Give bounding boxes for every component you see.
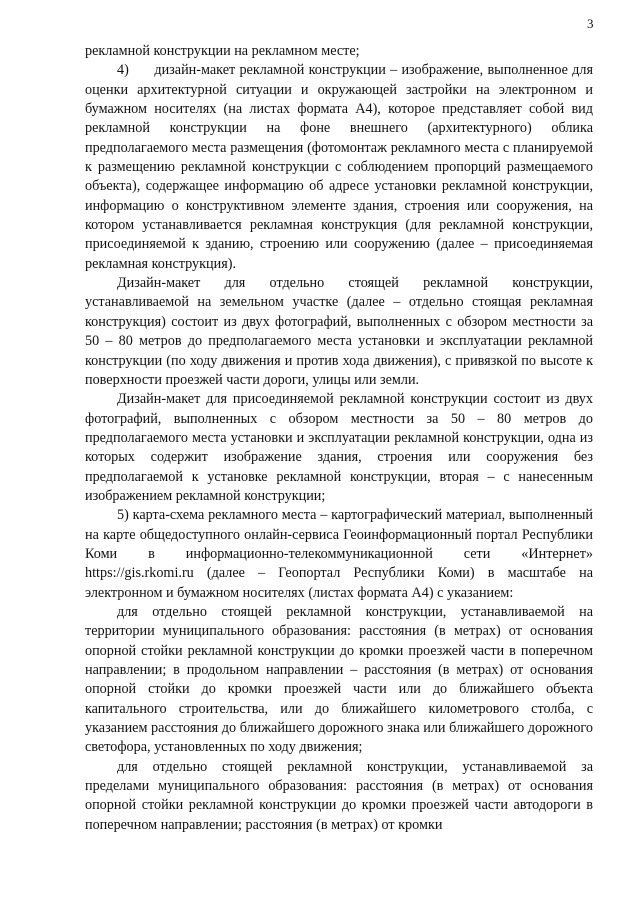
paragraph: для отдельно стоящей рекламной конструкции, устанавливаемой за пределами муниципального образования: расстояния (в метрах) от основания опорной стойки рекламной конструкции до кромки проезжей части автодороги в поперечном направлении; расстояния (в метрах) от кромки bbox=[85, 758, 593, 833]
page-number: 3 bbox=[587, 16, 594, 31]
paragraph: 4) дизайн-макет рекламной конструкции – изображение, выполненное для оценки архитектурной ситуации и окружающей застройки на электронном и бумажном носителях (на листах формата А4), которое представляет собой вид рекламной конструкции на фоне внешнего (архитектурного) облика предполагаемого места размещения (фотомонтаж рекламного места с планируемой к размещению рекламной конструкции с соблюдением пропорций размещаемого объекта), содержащее информацию об адресе установки рекламной конструкции, информацию о конструктивном элементе здания, строения или сооружения, на котором устанавливается рекламная конструкция (для рекламной конструкции, присоединяемой к зданию, строению или сооружению (далее – присоединяемая рекламная конструкция). bbox=[85, 62, 593, 272]
document-body bbox=[85, 42, 593, 835]
paragraph: рекламной конструкции на рекламном месте; bbox=[85, 43, 360, 59]
paragraph: для отдельно стоящей рекламной конструкции, устанавливаемой на территории муниципального образования: расстояния (в метрах) от основания опорной стойки рекламной конструкции до кромки проезжей части в поперечном направлении; в продольном направлении – расстояния (в метрах) от основания опорной стойки до кромки проезжей части или до ближайшего объекта капитального строительства, или до ближайшего километрового столба, с указанием расстояния до ближайшего дорожного знака или ближайшего дорожного светофора, установленных по ходу движения; bbox=[85, 603, 593, 756]
paragraph: Дизайн-макет для отдельно стоящей рекламной конструкции, устанавливаемой на земельном участке (далее – отдельно стоящая рекламная конструкция) состоит из двух фотографий, выполненных с обзором местности за 50 – 80 метров до предполагаемого места установки и эксплуатации рекламной конструкции (по ходу движения и против хода движения), с привязкой по высоте к поверхности проезжей части дороги, улицы или земли. bbox=[85, 275, 593, 388]
paragraph: 5) карта-схема рекламного места – картографический материал, выполненный на карте общедоступного онлайн-сервиса Геоинформационный портал Республики Коми в информационно-телекоммуникационной сети «Интернет» https://gis.rkomi.ru (далее – Геопортал Республики Коми) в масштабе на электронном и бумажном носителях (листах формата А4) с указанием: bbox=[85, 507, 593, 601]
paragraph: Дизайн-макет для присоединяемой рекламной конструкции состоит из двух фотографий, выполненных с обзором местности за 50 – 80 метров до предполагаемого места установки и эксплуатации рекламной конструкции, одна из которых содержит изображение здания, строения или сооружения без предполагаемой к установке рекламной конструкции, вторая – с нанесенным изображением рекламной конструкции; bbox=[85, 391, 593, 504]
